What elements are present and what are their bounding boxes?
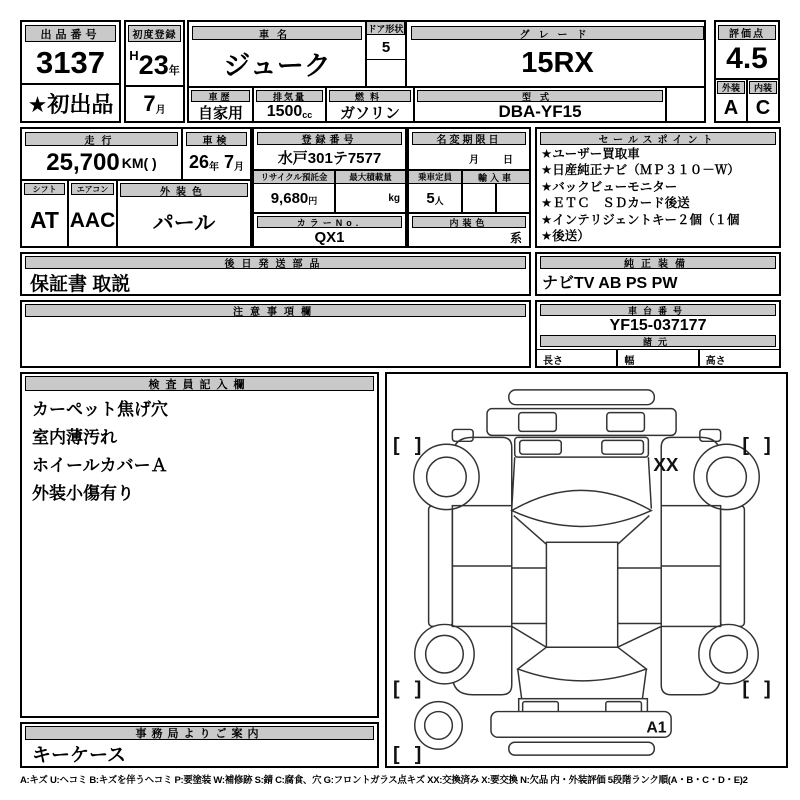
- name-change-date: [409, 145, 529, 169]
- rear-lower-strip: [509, 742, 655, 755]
- exterior-grade: A: [723, 96, 739, 119]
- odometer-km: 25,700: [46, 148, 120, 176]
- interior-grade-cell: [748, 80, 778, 121]
- recycle-value: [254, 184, 334, 212]
- first-registration-month: [126, 85, 183, 121]
- name-change-day-suffix: 日: [503, 155, 513, 166]
- auction-number: 3137: [36, 44, 105, 80]
- inspector-note-item: ホイールカバーＡ: [32, 456, 168, 475]
- corner-bracket: ]: [764, 434, 771, 457]
- later-shipping-value: 保証書 取説: [30, 274, 131, 295]
- reg-month: 7: [143, 91, 156, 116]
- inspection-label: 車検: [186, 132, 247, 146]
- displacement-number: 1500: [266, 102, 303, 120]
- reg-year: 23: [138, 50, 169, 80]
- car-name-label: 車名: [192, 26, 362, 40]
- color-no-section: [254, 212, 405, 246]
- interior-color-section: [409, 212, 529, 246]
- displacement-unit: cc: [302, 109, 313, 120]
- sales-points-list: [537, 145, 779, 245]
- inspection-value: [183, 146, 250, 179]
- rear-left-wheel: [415, 624, 474, 683]
- capacity-import-row: [409, 169, 529, 212]
- fuel-value: ガソリン: [339, 105, 400, 122]
- corner-bracket: [: [742, 434, 750, 457]
- capacity-label: 乗車定員: [409, 171, 461, 184]
- exterior-color-value: パール: [152, 211, 216, 235]
- exterior-grade-label: 外装: [717, 81, 745, 94]
- car-damage-diagram: [387, 374, 786, 766]
- model-code-cell: [415, 88, 667, 121]
- registration-box: [252, 127, 407, 248]
- vehicle-info-box: [187, 20, 706, 123]
- first-registration-box: [124, 20, 185, 123]
- corner-bracket: [: [392, 743, 400, 766]
- interior-color-value: 系: [509, 230, 522, 245]
- equipment-label: 純正装備: [540, 256, 776, 269]
- inspection-cell: [183, 129, 250, 179]
- corner-bracket: ]: [414, 677, 422, 700]
- odometer-cell: [22, 129, 183, 179]
- displacement-cell: [254, 88, 327, 121]
- rating-score: 4.5: [726, 42, 768, 75]
- rear-window: [518, 647, 647, 681]
- shift-label: シフト: [24, 183, 65, 195]
- exterior-color-cell: [118, 181, 250, 246]
- wheel-replaced-mark: XX: [653, 454, 679, 476]
- payload-label: 最大積載量: [336, 171, 405, 184]
- chassis-box: [535, 300, 781, 368]
- shift-value: AT: [30, 207, 59, 233]
- displacement-label: 排気量: [256, 90, 323, 102]
- front-left-wheel: [414, 444, 479, 509]
- rear-bumper-scratch-mark: A1: [646, 719, 667, 737]
- odometer-label: 走行: [25, 132, 178, 146]
- capacity-cell: [409, 171, 463, 212]
- left-c-pillar: [512, 626, 547, 647]
- right-c-pillar: [618, 626, 662, 647]
- spec-width-cell: 幅: [618, 350, 699, 367]
- model-code-value: DBA-YF15: [498, 102, 582, 121]
- era-mark: H: [129, 48, 139, 63]
- capacity-unit: 人: [434, 196, 444, 206]
- fuel-label: 燃料: [329, 90, 411, 102]
- interior-grade: C: [755, 96, 771, 119]
- first-listing-badge: ★初出品: [22, 83, 119, 121]
- filler-cell: [667, 88, 704, 121]
- reg-year-suffix: 年: [168, 65, 180, 77]
- rating-label: 評価点: [718, 25, 776, 40]
- recycle-amount: 9,680: [270, 189, 309, 207]
- spare-tire: [415, 702, 463, 750]
- fuel-cell: [327, 88, 415, 121]
- front-right-wheel: [694, 444, 759, 509]
- sales-point-item: ★後送）: [541, 229, 590, 244]
- later-shipping-label: 後日発送部品: [25, 256, 526, 269]
- capacity-number: 5: [426, 189, 435, 207]
- corner-bracket: ]: [414, 743, 422, 766]
- odometer-value: [22, 146, 181, 179]
- first-registration-year: [126, 42, 183, 85]
- import-value-cells: [463, 184, 529, 212]
- grade-cell: [407, 22, 708, 86]
- hood-right-edge: [648, 457, 651, 508]
- grille-right: [602, 440, 644, 454]
- legend: A:キズ U:ヘコミ B:キズを伴うヘコミ P:要塗装 W:補修跡 S:錆 C:腐食、穴 G:フロントガラス点キズ XX:交換済み X:要交換 N:欠品 内・外装評価 5段階ランク順(A・B・C・D・E)2: [20, 775, 748, 786]
- model-code-label: 型式: [417, 90, 663, 102]
- rear-deck-left: [518, 669, 522, 699]
- history-label: 車歴: [191, 90, 250, 102]
- name-change-month-suffix: 月: [469, 155, 479, 166]
- door-shape-cell: [367, 22, 407, 86]
- sales-point-item: ★ユーザー買取車: [541, 147, 640, 161]
- right-sill: [721, 506, 745, 627]
- right-a-pillar: [618, 516, 650, 545]
- recycle-unit: 円: [308, 196, 318, 206]
- inspector-note-item: 室内薄汚れ: [32, 428, 117, 447]
- equipment-value: ナビTV AB PS PW: [542, 275, 678, 292]
- inspection-month: 7: [224, 152, 235, 172]
- roof: [546, 542, 617, 647]
- auction-number-label: 出品番号: [25, 25, 116, 42]
- odometer-inspection-row: [22, 129, 250, 179]
- recycle-payload-row: [254, 169, 405, 212]
- inspection-year-suffix: 年: [209, 162, 219, 173]
- exterior-grade-cell: [716, 80, 748, 121]
- left-a-pillar: [514, 516, 547, 545]
- specs-label: 諸元: [540, 335, 776, 347]
- equipment-box: [535, 252, 781, 296]
- inspector-notes-box: [20, 372, 379, 718]
- sales-point-item: ★インテリジェントキー２個（１個: [541, 212, 740, 227]
- rear-right-wheel: [699, 624, 758, 683]
- inspector-notes-list: [22, 391, 377, 513]
- car-diagram-box: [385, 372, 788, 768]
- import-empty-cell-1: [463, 184, 495, 212]
- cautions-empty-area: [22, 317, 529, 366]
- payload-unit: kg: [388, 192, 400, 204]
- reg-month-suffix: 月: [155, 104, 166, 116]
- sales-point-item: ★バックビューモニター: [541, 179, 678, 194]
- shift-cell: [22, 181, 69, 246]
- left-sill: [429, 506, 453, 627]
- auction-number-box: [20, 20, 121, 123]
- corner-bracket: [: [392, 434, 400, 457]
- car-name-cell: [189, 22, 367, 86]
- registration-value: 水戸301テ7577: [277, 149, 382, 167]
- grille-left: [520, 440, 562, 454]
- corner-bracket: ]: [764, 677, 771, 700]
- grade-value: 15RX: [521, 46, 594, 79]
- office-notice-label: 事務局よりご案内: [25, 726, 374, 740]
- displacement-value: [254, 102, 325, 121]
- registration-label: 登録番号: [257, 132, 402, 145]
- front-bumper-strip: [509, 390, 655, 405]
- exterior-color-label: 外装色: [120, 183, 248, 197]
- name-change-box: [407, 127, 531, 248]
- car-name: ジューク: [223, 50, 331, 81]
- aircon-value: AAC: [69, 208, 116, 232]
- color-no-value: QX1: [314, 228, 345, 246]
- history-value: 自家用: [197, 105, 243, 122]
- office-notice-value: キーケース: [32, 745, 127, 766]
- name-change-label: 名変期限日: [412, 132, 526, 145]
- left-headlight: [519, 413, 557, 432]
- history-displacement-row: [189, 86, 704, 121]
- interior-grade-label: 内装: [749, 81, 777, 94]
- door-shape-label: ドア形状: [367, 23, 404, 34]
- specs-row: [537, 349, 779, 367]
- payload-cell: [336, 171, 405, 212]
- later-shipping-box: [20, 252, 531, 296]
- aircon-cell: [69, 181, 118, 246]
- door-count: 5: [367, 35, 405, 60]
- rating-box: [714, 20, 780, 123]
- rear-bumper: [491, 712, 671, 738]
- history-cell: [189, 88, 254, 121]
- exterior-interior-grades: [716, 78, 778, 121]
- aircon-label: エアコン: [71, 183, 114, 195]
- sales-point-item: ★ＥＴＣ ＳＤカード後送: [541, 196, 690, 211]
- inspection-month-suffix: 月: [234, 162, 245, 173]
- grade-label: グレード: [411, 26, 704, 40]
- door-shape-empty-cell: [367, 60, 405, 86]
- import-label: 輸入車: [463, 171, 529, 184]
- rear-deck-right: [642, 669, 646, 699]
- inspector-notes-label: 検査員記入欄: [25, 376, 374, 391]
- spec-length-cell: 長さ: [537, 350, 618, 367]
- chassis-label: 車台番号: [540, 304, 776, 316]
- recycle-cell: [254, 171, 336, 212]
- capacity-value: [409, 184, 461, 212]
- office-notice-box: [20, 722, 379, 768]
- inspector-note-item: カーペット焦げ穴: [32, 400, 168, 419]
- spare-tire-inner: [425, 712, 453, 740]
- cautions-label: 注意事項欄: [25, 304, 526, 317]
- corner-bracket: [: [392, 677, 400, 700]
- sales-points-label: セールスポイント: [540, 132, 776, 145]
- color-no-label: カラーNo.: [257, 216, 402, 228]
- sales-points-box: [535, 127, 781, 248]
- recycle-label: リサイクル預託金: [254, 171, 334, 184]
- odometer-unit: KM( ): [121, 154, 157, 171]
- interior-color-label: 内装色: [412, 216, 526, 228]
- corner-bracket: ]: [414, 434, 422, 457]
- import-cell: [463, 171, 529, 212]
- first-registration-label: 初度登録: [128, 25, 181, 42]
- right-headlight: [607, 413, 645, 432]
- windshield: [512, 490, 652, 526]
- inspector-note-item: 外装小傷有り: [32, 484, 134, 503]
- sales-point-item: ★日産純正ナビ（ＭＰ３１０－Ｗ）: [541, 163, 740, 178]
- shift-aircon-color-row: [22, 179, 250, 246]
- import-empty-cell-2: [495, 184, 529, 212]
- chassis-value: YF15-037177: [609, 316, 707, 334]
- odometer-box: [20, 127, 252, 248]
- inspection-year: 26: [188, 152, 209, 172]
- spec-height-cell: 高さ: [705, 356, 726, 367]
- corner-bracket: [: [742, 677, 750, 700]
- front-panel: [487, 409, 676, 436]
- cautions-box: [20, 300, 531, 368]
